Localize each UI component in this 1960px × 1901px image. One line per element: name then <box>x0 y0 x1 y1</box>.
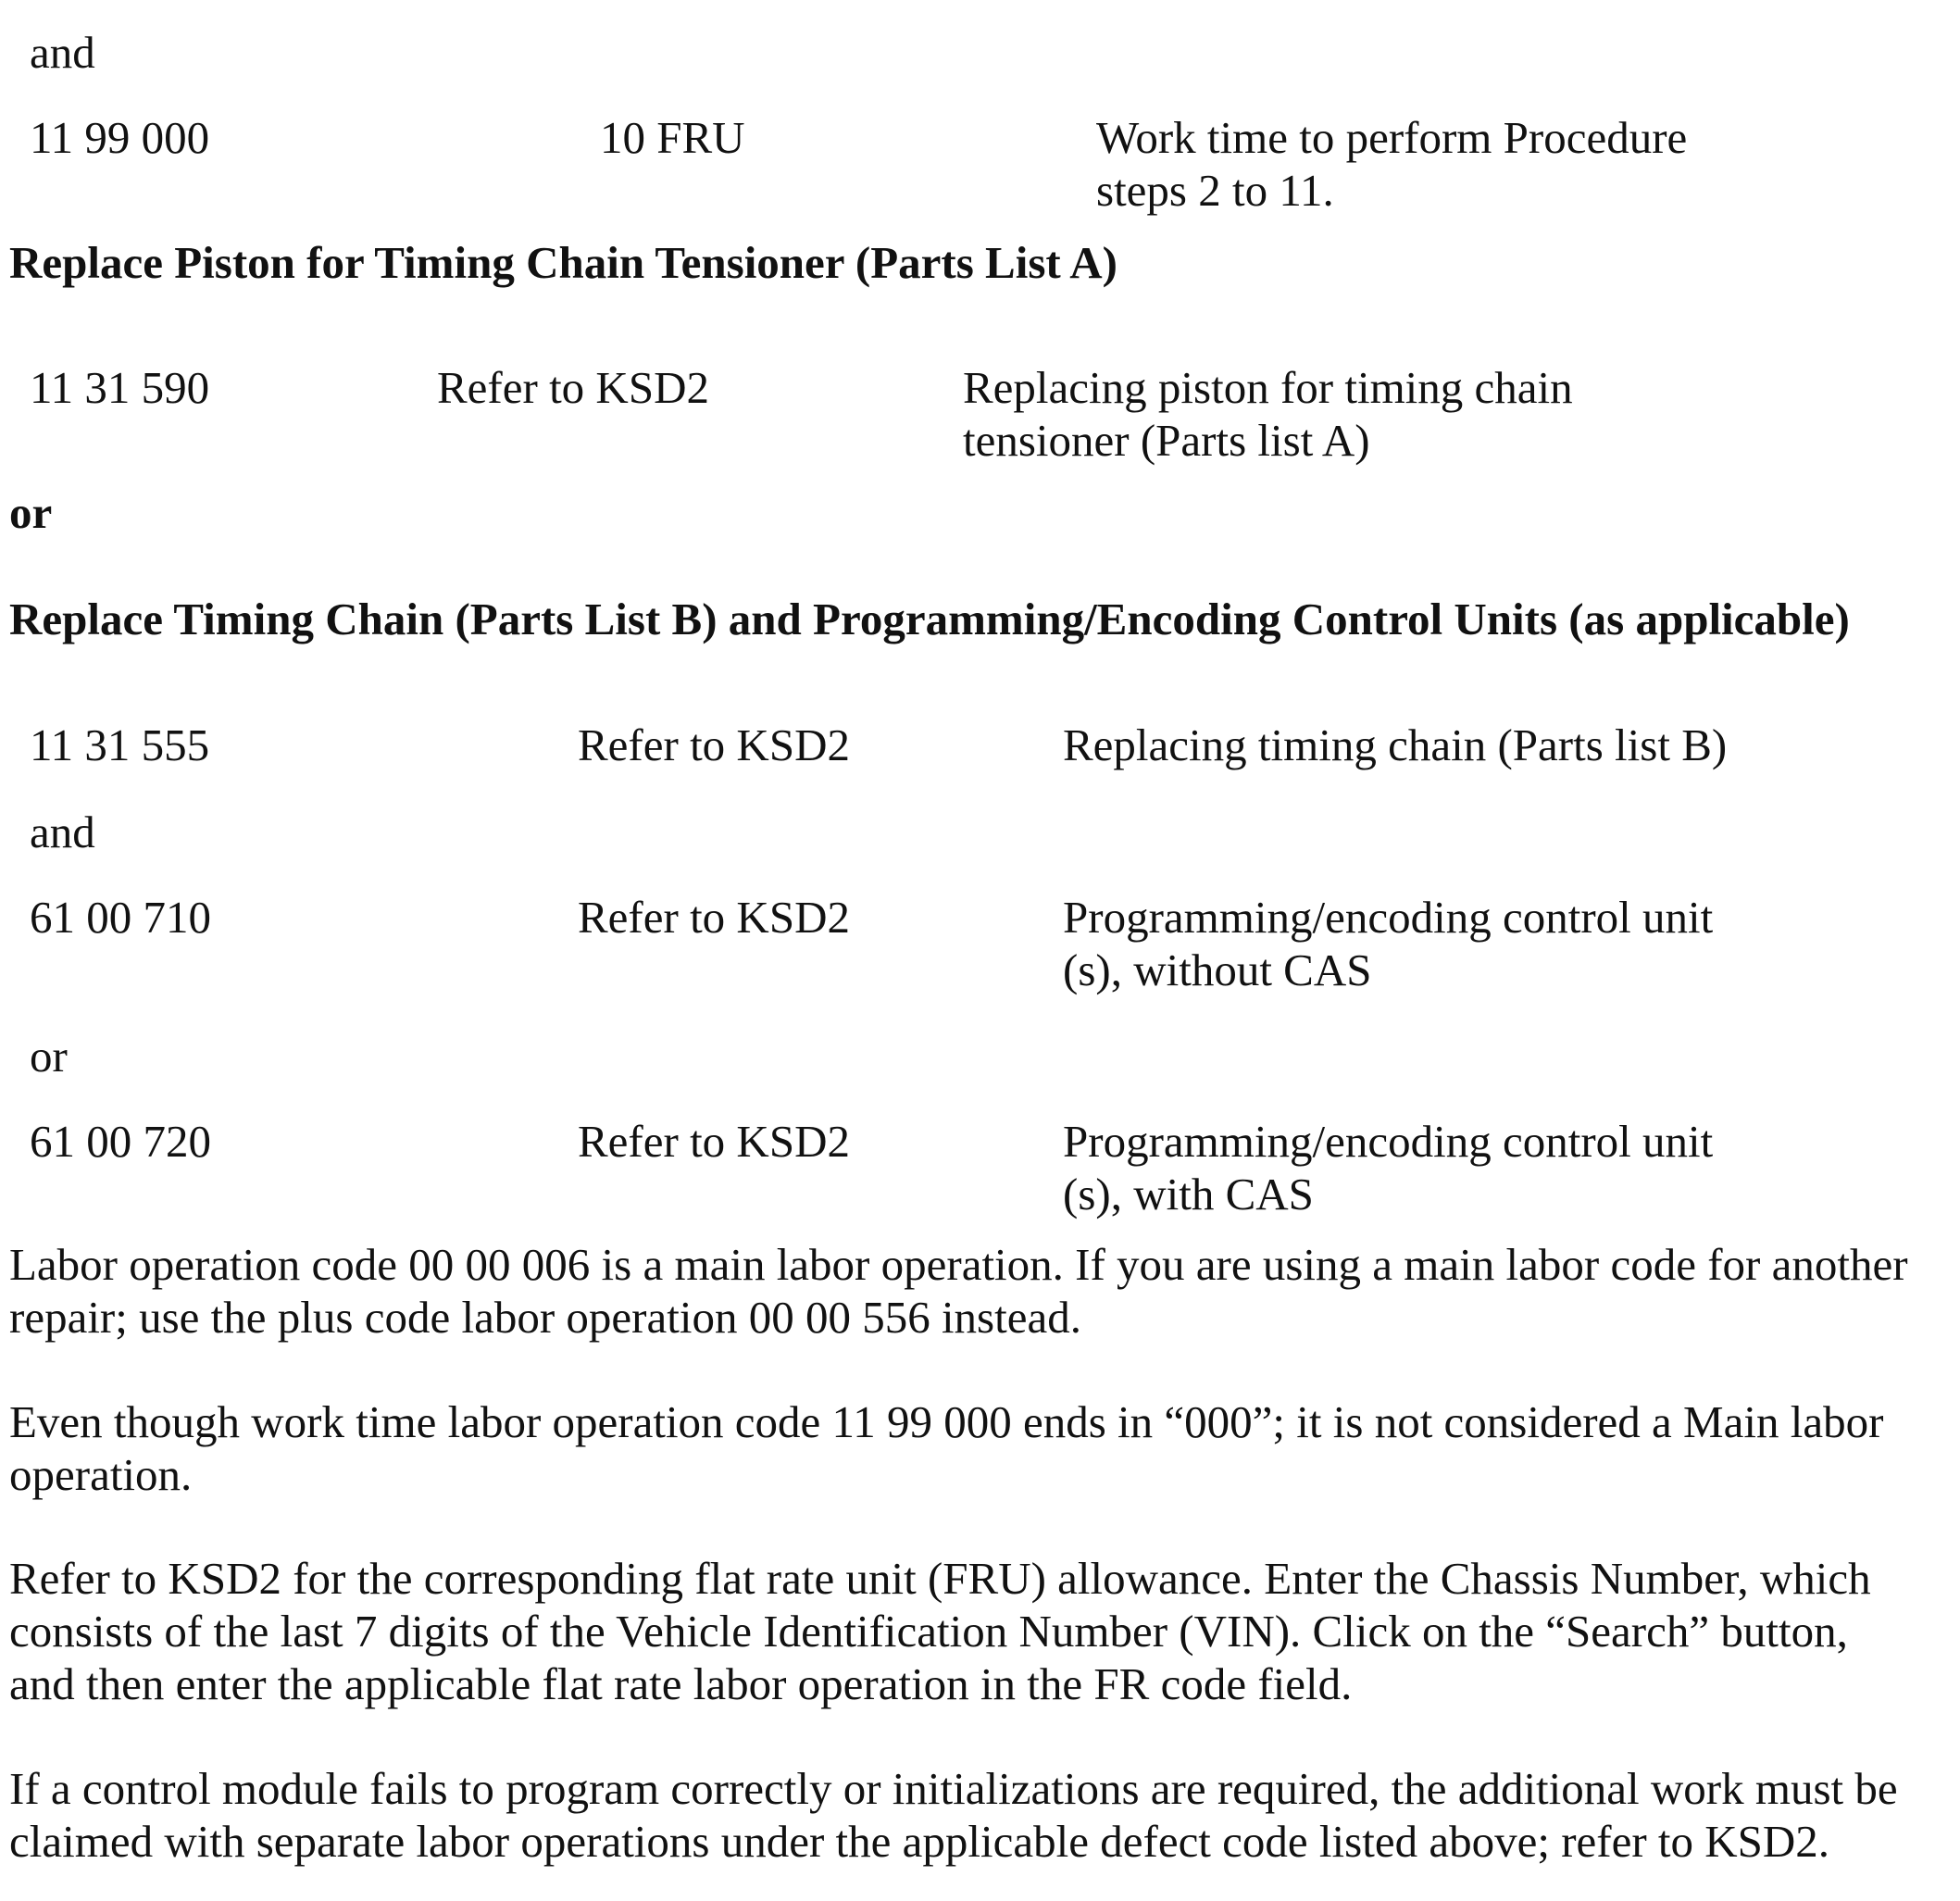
connector-or-bold: or <box>9 487 53 538</box>
note-line: Even though work time labor operation code 11 99 000 ends in “000”; it is not considered a Main labor <box>9 1396 1884 1447</box>
labor-code: 61 00 720 <box>30 1116 211 1167</box>
section-heading-piston: Replace Piston for Timing Chain Tensioner (Parts List A) <box>9 237 1117 288</box>
labor-description-line1: Replacing piston for timing chain <box>963 362 1573 413</box>
fru-value: Refer to KSD2 <box>437 362 709 413</box>
labor-description-line1: Programming/encoding control unit <box>1063 1116 1714 1167</box>
note-line: Labor operation code 00 00 006 is a main labor operation. If you are using a main labor code for another <box>9 1239 1908 1290</box>
fru-value: Refer to KSD2 <box>578 1116 850 1167</box>
note-line: and then enter the applicable flat rate labor operation in the FR code field. <box>9 1658 1353 1709</box>
note-line: operation. <box>9 1449 193 1500</box>
labor-description-line2: (s), without CAS <box>1063 944 1372 995</box>
connector-or: or <box>30 1031 68 1082</box>
labor-code: 11 31 590 <box>30 362 210 413</box>
labor-description-line2: steps 2 to 11. <box>1096 165 1334 216</box>
fru-value: 10 FRU <box>600 112 745 163</box>
note-line: repair; use the plus code labor operation 00 00 556 instead. <box>9 1292 1081 1343</box>
connector-and: and <box>30 807 95 857</box>
note-line: consists of the last 7 digits of the Vehicle Identification Number (VIN). Click on the “Search” button, <box>9 1606 1848 1657</box>
connector-and: and <box>30 27 95 78</box>
labor-description-line1: Work time to perform Procedure <box>1096 112 1688 163</box>
labor-description-line1: Replacing timing chain (Parts list B) <box>1063 719 1728 770</box>
section-heading-timing-chain: Replace Timing Chain (Parts List B) and Programming/Encoding Control Units (as applicable) <box>9 594 1850 644</box>
labor-description-line2: (s), with CAS <box>1063 1169 1314 1219</box>
labor-code: 11 31 555 <box>30 719 210 770</box>
note-line: If a control module fails to program correctly or initializations are required, the additional work must be <box>9 1763 1898 1814</box>
note-line: Refer to KSD2 for the corresponding flat rate unit (FRU) allowance. Enter the Chassis Number, which <box>9 1553 1871 1604</box>
labor-description-line2: tensioner (Parts list A) <box>963 415 1370 466</box>
note-line: claimed with separate labor operations under the applicable defect code listed above; refer to KSD2. <box>9 1816 1830 1867</box>
labor-code: 11 99 000 <box>30 112 210 163</box>
labor-code: 61 00 710 <box>30 892 211 943</box>
fru-value: Refer to KSD2 <box>578 892 850 943</box>
labor-description-line1: Programming/encoding control unit <box>1063 892 1714 943</box>
fru-value: Refer to KSD2 <box>578 719 850 770</box>
